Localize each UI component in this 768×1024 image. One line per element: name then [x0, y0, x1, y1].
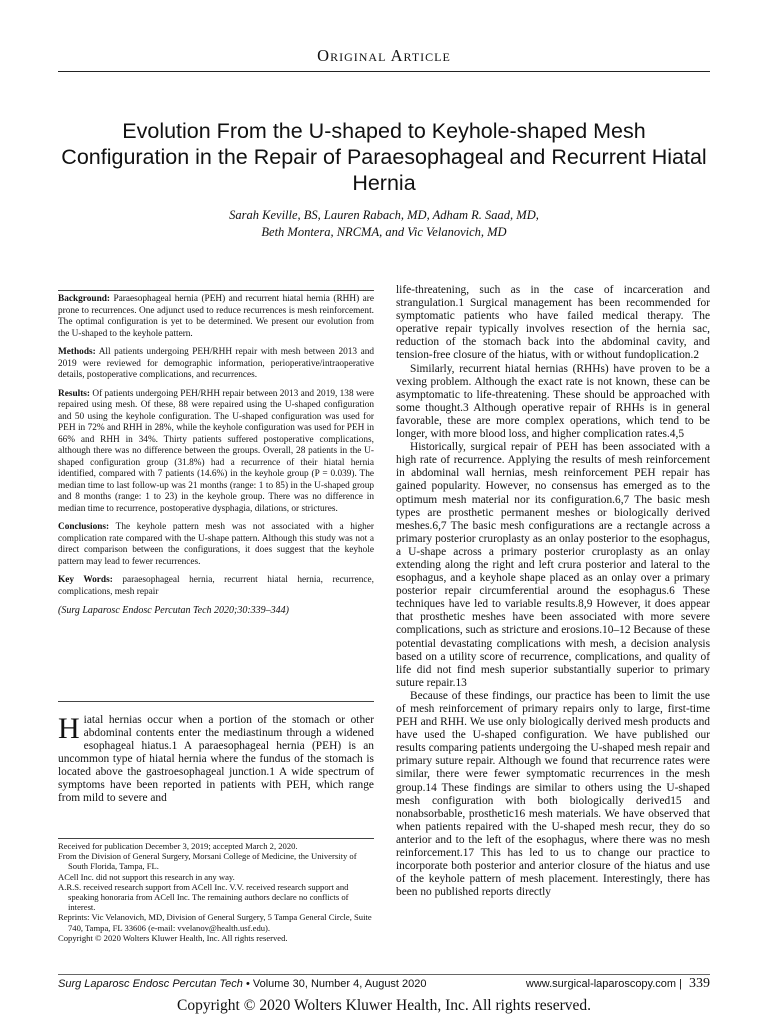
drop-cap: H — [58, 712, 80, 745]
abstract-methods — [58, 347, 374, 382]
abstract-keywords — [58, 575, 374, 598]
abstract-label: Key Words: — [58, 575, 113, 585]
footnotes-rule — [58, 838, 374, 839]
abstract-bottom-rule — [58, 701, 374, 702]
section-label: Original Article — [317, 46, 451, 65]
footnote: Copyright © 2020 Wolters Kluwer Health, Inc. All rights reserved. — [58, 932, 288, 943]
intro-text: iatal hernias occur when a portion of the stomach or other abdominal contents enter the mediastinum through a widened esophageal hiatus.1 A paraesophageal hernia (PEH) is an uncommon type of hiatal hernia where the fundus of the stomach is located above the gastroesophageal junction.1 A wide spectrum of symptoms have been reported in patients with PEH, which range from mild to severe and — [58, 714, 374, 804]
abstract-label: Background: — [58, 294, 111, 304]
abstract-results — [58, 389, 374, 516]
copyright-notice: Copyright © 2020 Wolters Kluwer Health, Inc. All rights reserved. — [176, 997, 592, 1014]
page-number: 339 — [689, 976, 710, 991]
footnote: From the Division of General Surgery, Morsani College of Medicine, the University of South Florida, Tampa, FL. — [58, 851, 357, 872]
abstract-label: Results: — [58, 388, 91, 399]
abstract-background — [58, 294, 374, 340]
footer-volume: • Volume 30, Number 4, August 2020 — [245, 978, 427, 990]
footnotes — [58, 841, 374, 943]
author-list — [100, 207, 668, 241]
abstract-top-rule — [58, 290, 374, 291]
footnote: A.R.S. received research support from ACell Inc. V.V. received research support and speaking honoraria from ACell Inc. The remaining authors declare no conflicts of interest. — [58, 881, 349, 913]
footer-journal-name: Surg Laparosc Endosc Percutan Tech — [58, 978, 243, 990]
journal-website-link[interactable]: www.surgical-laparoscopy.com | — [525, 978, 682, 990]
abstract — [58, 294, 374, 617]
abstract-conclusions — [58, 522, 374, 568]
abstract-text: The keyhole pattern mesh was not associated with a higher complication rate compared with the U-shape pattern. Although this study was not a direct comparison between the configurations, it does suggest that the keyhole pattern may lead to fewer recurrences. — [58, 522, 375, 567]
footer-rule — [58, 974, 710, 975]
body-paragraph: Similarly, recurrent hiatal hernias (RHHs) have proven to be a vexing problem. Although the exact rate is not known, these can be asymptomatic to life-threatening. These should be approached with some thought.3 Although operative repair of RHHs is in general favorable, these are more complex operations, which tend to be longer, with more blood loss, and higher complication rates.4,5 — [396, 362, 710, 441]
intro-paragraph — [58, 714, 374, 805]
article-title: Evolution From the U-shaped to Keyhole-shaped Mesh Configuration in the Repair of Paraesophageal and Recurrent Hiatal Hernia — [61, 119, 707, 195]
footnote: Reprints: Vic Velanovich, MD, Division of General Surgery, 5 Tampa General Circle, Suite 740, Tampa, FL 33606 (e-mail: vvelanov@health.usf.edu). — [58, 912, 372, 933]
abstract-text: Paraesophageal hernia (PEH) and recurrent hiatal hernia (RHH) are prone to recurrences. One adjunct used to reduce recurrences is mesh reinforcement. The optimal configuration is yet to be determined. We present our evolution from the U-shaped to the keyhole pattern. — [58, 294, 374, 339]
abstract-text: paraesophageal hernia, recurrent hiatal hernia, recurrence, complications, mesh repair — [58, 575, 375, 597]
body-paragraph: Because of these findings, our practice has been to limit the use of mesh reinforcement of primary repairs only to large, first-time PEH and RHH. We use only biologically derived mesh products and have used the U-shaped configuration. We have published our results comparing patients undergoing the U-shaped mesh repair and primary suture repair. Although we found that recurrence rates were similar, there were fewer symptomatic recurrences in the mesh group.14 These findings are similar to others using the U-shaped mesh configuration with both biologically derived15 and nonabsorbable, prosthetic16 mesh materials. We have observed that when patients repaired with the U-shaped mesh recur, they do so anterior and to the left of the esophagus, where there was no mesh reinforcement.17 This has led to us to change our practice to incorporate both posterior and anterior closure of the hiatus and use of the keyhole pattern of mesh placement. Interestingly, there has been no published reports directly — [396, 689, 710, 899]
abstract-text: All patients undergoing PEH/RHH repair with mesh between 2013 and 2019 were reviewed for demographic information, perioperative/intraoperative details, postoperative complications, and recurrences. — [58, 347, 374, 380]
body-column-right — [396, 284, 710, 899]
body-paragraph: Historically, surgical repair of PEH has been associated with a high rate of recurrence. Applying the results of mesh reinforcement in abdominal wall hernias, mesh reinforcement PEH repair has gained popularity. However, no consensus has emerged as to the optimum mesh material nor its configuration.6,7 The basic mesh types are prosthetic permanent meshes or biologically derived meshes.6,7 The basic mesh configurations are a rectangle across a primary posterior cruroplasty as an onlay posterior to the esophagus, a U-shape across a primary posterior cruroplasty as an onlay extending along the right and left crura posterior and lateral to the esophagus, and a keyhole shape placed as an onlay over a primary posterior repair circumferential around the esophagus.6 These techniques have led to variable results.8,9 However, it does appear that prosthetic meshes have been associated with more severe complications, such as stricture and erosions.10–12 Because of these potential devastating complications with mesh, a decision analysis based on a utility score of recurrence, complications, and quality of life did not find mesh superior substantially superior to primary suture repair.13 — [396, 441, 710, 689]
footnote: ACell Inc. did not support this research in any way. — [58, 871, 235, 882]
authors-line-2: Beth Montera, NRCMA, and Vic Velanovich, MD — [261, 225, 507, 239]
abstract-text: Of patients undergoing PEH/RHH repair between 2013 and 2019, 138 were repaired using mesh. Of these, 88 were repaired using the U-shaped configuration and 50 using the keyhole configuration. The U-shaped configuration was used for PEH in 72% and RHH in 28%, while the keyhole configuration was used for PEH in 66% and RHH in 34%. Thirty patients suffered postoperative complications, although there was no difference between the groups. Overall, 28 patients in the U-shaped configuration group (31.8%) had a recurrence of their hiatal hernia identified, compared with 7 patients (14.6%) in the keyhole group (P = 0.039). The median time to last follow-up was 21 months (range: 1 to 85) in the U-shaped group and 8 months (range: 1 to 23) in the keyhole group. There was no difference in median time to recurrence, postoperative dysphagia, dilations, or strictures. — [58, 388, 375, 514]
footer-journal — [58, 978, 427, 990]
abstract-label: Conclusions: — [58, 522, 110, 532]
authors-line-1: Sarah Keville, BS, Lauren Rabach, MD, Adham R. Saad, MD, — [229, 208, 539, 222]
abstract-label: Methods: — [58, 347, 96, 357]
section-rule — [58, 71, 710, 72]
body-paragraph: life-threatening, such as in the case of incarceration and strangulation.1 Surgical management has been recommended for symptomatic patients who have failed medical therapy. The operative repair typically involves resection of the hernia sac, reduction of the stomach back into the abdominal cavity, and tension-free closure of the hiatus, with or without fundoplication.2 — [396, 284, 710, 362]
footnote: Received for publication December 3, 2019; accepted March 2, 2020. — [58, 841, 298, 851]
citation: (Surg Laparosc Endosc Percutan Tech 2020;30:339–344) — [58, 605, 289, 616]
